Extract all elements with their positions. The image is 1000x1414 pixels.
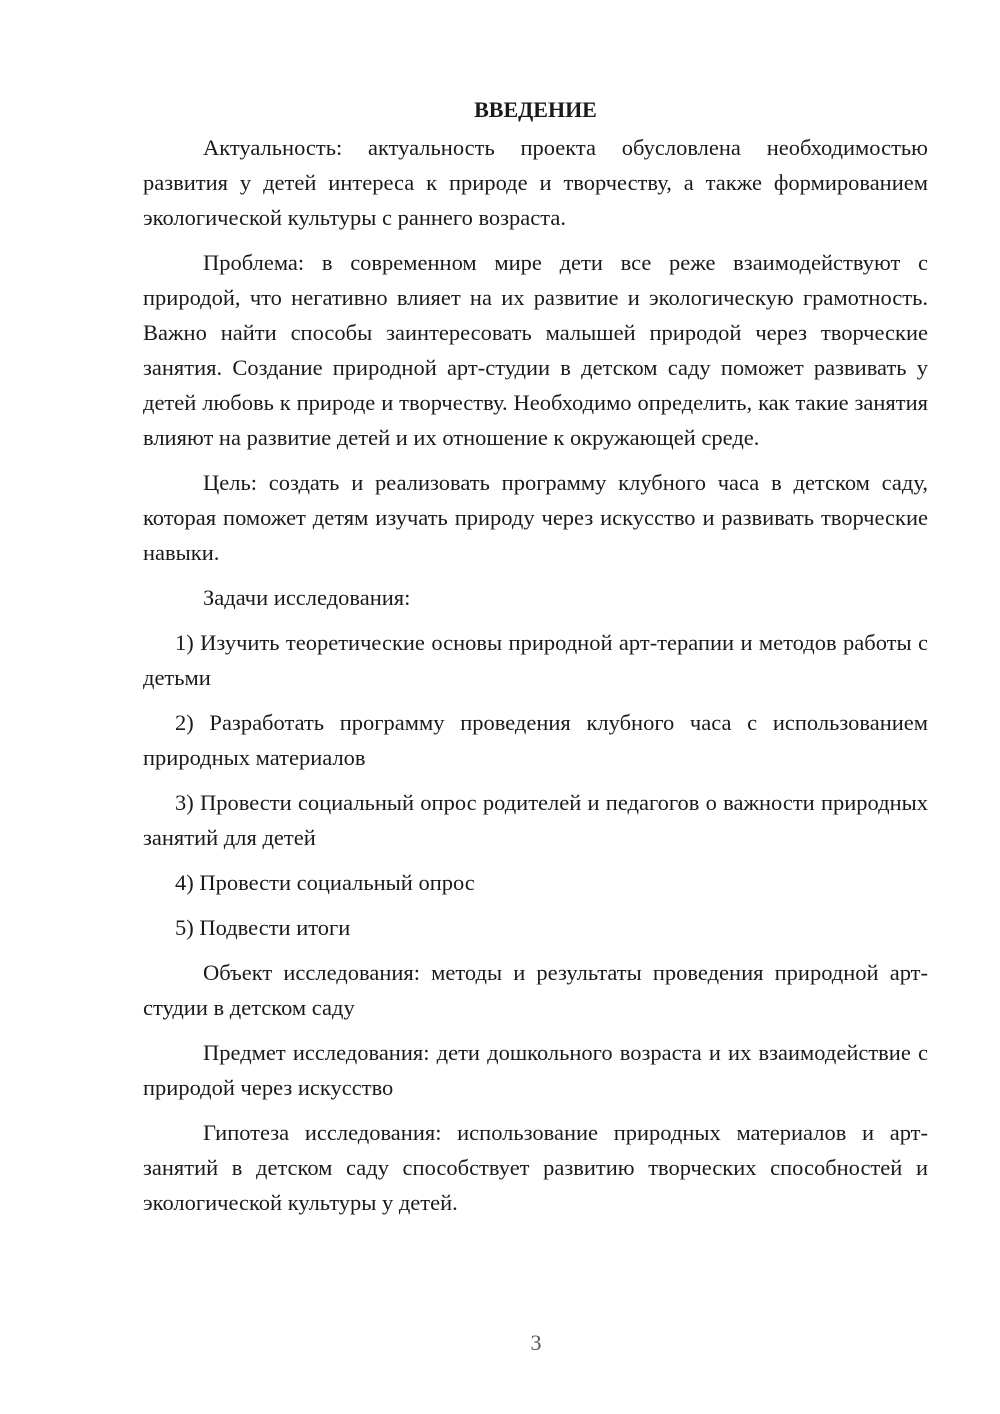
task-item: 3) Провести социальный опрос родителей и педагогов о важности природных занятий для детей [143,790,928,850]
tasks-list [143,625,928,945]
task-item: 2) Разработать программу проведения клубного часа с использованием природных материалов [143,710,928,770]
relevance-paragraph: Актуальность: актуальность проекта обусловлена необходимостью развития у детей интереса к природе и творчеству, а также формированием экологической культуры с раннего возраста. [143,135,928,230]
goal-paragraph: Цель: создать и реализовать программу клубного часа в детском саду, которая поможет детям изучать природу через искусство и развивать творческие навыки. [143,470,928,565]
subject-paragraph: Предмет исследования: дети дошкольного возраста и их взаимодействие с природой через искусство [143,1040,928,1100]
tasks-heading: Задачи исследования: [203,585,411,610]
task-item: 1) Изучить теоретические основы природной арт-терапии и методов работы с детьми [143,630,928,690]
page-number: 3 [530,1330,542,1355]
task-item: 5) Подвести итоги [175,915,351,940]
task-item: 4) Провести социальный опрос [175,870,475,895]
hypothesis-paragraph: Гипотеза исследования: использование природных материалов и арт-занятий в детском саду способствует развитию творческих способностей и экологической культуры у детей. [143,1120,928,1215]
problem-paragraph: Проблема: в современном мире дети все реже взаимодействуют с природой, что негативно влияет на их развитие и экологическую грамотность. Важно найти способы заинтересовать малышей природой через творческие занятия. Создание природной арт-студии в детском саду поможет развивать у детей любовь к природе и творчеству. Необходимо определить, как такие занятия влияют на развитие детей и их отношение к окружающей среде. [143,250,928,450]
page-title: ВВЕДЕНИЕ [474,97,597,122]
document-page [143,92,928,1230]
object-paragraph: Объект исследования: методы и результаты проведения природной арт-студии в детском саду [143,960,928,1020]
